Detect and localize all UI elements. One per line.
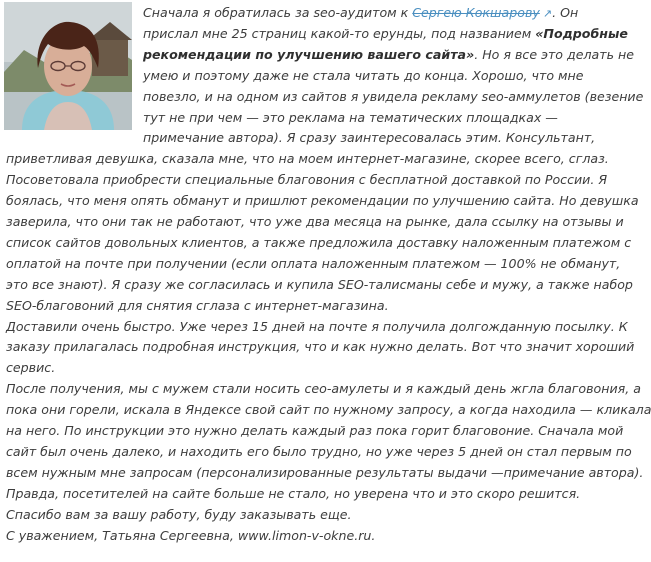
text-run: сервис. [6,360,56,376]
review-line [6,170,607,190]
review-line [6,233,631,253]
text-run: С уважением, Татьяна Сергеевна, www.limon-v-okne.ru. [6,527,376,543]
text-run: заказу прилагалась подробная инструкция, что и как нужно делать. Вот что значит хороший [6,339,635,355]
review-line [143,3,578,23]
text-run: умею и поэтому даже не стала читать до конца. Хорошо, что мне [143,67,584,83]
review-line [6,358,55,378]
text-run: оплатой на почте при получении (если оплата наложенным платежом — 100% не обманут, [6,255,621,271]
review-line [6,484,580,504]
review-line [6,212,624,232]
review-line [6,442,632,462]
text-run: Сначала я обратилась за seo-аудитом к [143,5,413,20]
text-run: заверила, что они так не работают, что уже два месяца на рынке, дала ссылку на отзывы и [6,214,624,229]
text-run: прислал мне 25 страниц какой-то ерунды, под названием [143,25,536,41]
text-run: Доставили очень быстро. Уже через 15 дней на почте я получила долгожданную посылку. К [6,318,628,334]
text-run: это все знают). Я сразу же согласилась и купила SEO-талисманы себе и мужу, а также набор [6,276,633,292]
text-run: Посоветовала приобрести специальные благовония с бесплатной доставкой по России. Я [6,172,608,188]
external-link-icon[interactable]: ↗ [542,7,553,20]
review-line [6,379,641,399]
review-line [6,149,609,169]
text-run: сайт был очень далеко, и находить его было трудно, но уже через 5 дней он стал первым по [6,443,632,459]
bold-text: рекомендации по улучшению вашего сайта» [143,46,475,62]
review-line [6,191,639,211]
review-line [6,317,628,337]
review-line [6,400,651,420]
review-line [6,275,633,295]
review-line [6,421,623,441]
text-run: список сайтов довольных клиентов, а также предложила доставку наложенным платежом с [6,234,632,250]
text-run: на него. По инструкции это нужно делать каждый раз пока горит благовоние. Сначала мой [6,423,624,438]
text-run: SEO-благовоний для снятия сглаза с интернет-магазина. [6,297,389,313]
text-run: . Но я все это делать не [474,46,634,62]
text-run: тут не при чем — это реклама на тематических площадках — [143,109,558,125]
text-run: боялась, что меня опять обманут и пришлют рекомендации по улучшению сайта. Но девушка [6,193,639,209]
text-run: После получения, мы с мужем стали носить сео-амулеты и я каждый день жгла благовония, а [6,381,641,397]
review-line [143,45,634,65]
review-line [143,108,558,128]
text-run: повезло, и на одном из сайтов я увидела рекламу seo-аммулетов (везение [143,88,644,104]
review-line [6,526,375,546]
text-run: всем нужным мне запросам (персонализированные результаты выдачи —примечание автора). [6,464,644,480]
review-line [143,24,628,44]
review-line [143,66,584,86]
bold-text: «Подробные [535,25,628,41]
text-run: приветливая девушка, сказала мне, что на моем интернет-магазине, скорее всего, сглаз. [6,151,609,167]
text-run: пока они горели, искала в Яндексе свой сайт по нужному запросу, а когда находила — кликала [6,402,651,418]
author-link[interactable]: Сергею Кокшарову [412,5,540,20]
review-line [6,463,643,483]
review-line [143,87,643,107]
author-avatar [4,2,132,130]
text-run: примечание автора). Я сразу заинтересовалась этим. Консультант, [143,130,596,146]
text-run: . Он [552,5,579,20]
author-photo [4,2,132,130]
review-line [6,505,352,525]
review-line [6,337,634,357]
review-line [143,128,595,148]
review-line [6,296,389,316]
text-run: Правда, посетителей на сайте больше не стало, но уверена что и это скоро решится. [6,485,581,501]
text-run: Спасибо вам за вашу работу, буду заказывать еще. [6,506,352,522]
review-line [6,254,620,274]
